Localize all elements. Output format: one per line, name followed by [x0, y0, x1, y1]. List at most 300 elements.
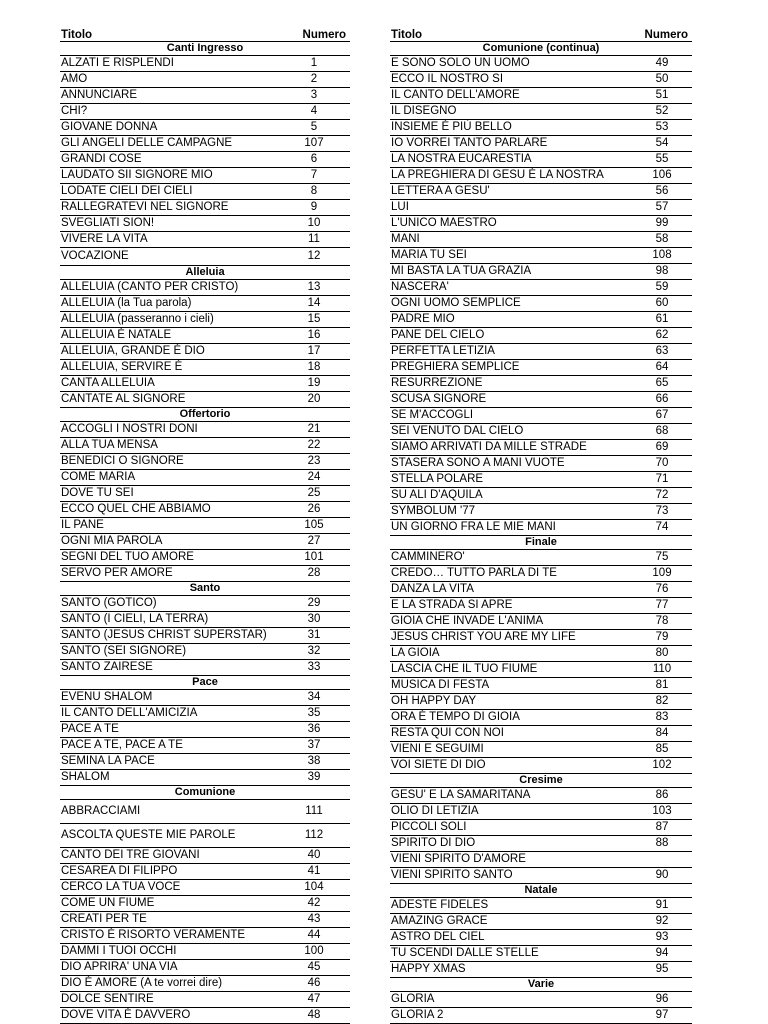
section-header: Pace: [60, 676, 350, 690]
song-title: COME UN FIUME: [61, 897, 155, 909]
table-row: [60, 754, 350, 770]
song-number: 106: [652, 169, 672, 181]
table-row: [390, 344, 692, 360]
song-title: CANTA ALLELUIA: [61, 377, 155, 389]
song-title: SEI VENUTO DAL CIELO: [391, 425, 524, 437]
song-title: ALLELUIA (CANTO PER CRISTO): [61, 281, 239, 293]
table-row: [60, 944, 350, 960]
song-title: LUI: [391, 201, 409, 213]
song-title: OH HAPPY DAY: [391, 695, 477, 707]
song-number: 97: [655, 1009, 669, 1021]
song-title: SEMINA LA PACE: [61, 755, 155, 767]
song-title: DAMMI I TUOI OCCHI: [61, 945, 177, 957]
song-title: HAPPY XMAS: [391, 963, 466, 975]
table-row: [390, 200, 692, 216]
song-number: 112: [304, 829, 324, 841]
song-title: LA PREGHIERA DI GESU È LA NOSTRA: [391, 169, 604, 181]
song-number: 77: [655, 599, 669, 611]
song-title: SCUSA SIGNORE: [391, 393, 487, 405]
song-title: CAMMINERO': [391, 551, 465, 563]
table-row: [390, 962, 692, 978]
table-row: [60, 328, 350, 344]
section-header: Alleluia: [60, 266, 350, 280]
table-row: [390, 328, 692, 344]
song-number: 103: [652, 805, 672, 817]
song-title: DOVE TU SEI: [61, 487, 134, 499]
table-row: [390, 550, 692, 566]
song-title: STELLA POLARE: [391, 473, 484, 485]
song-title: MI BASTA LA TUA GRAZIA: [391, 265, 532, 277]
song-title: E LA STRADA SI APRE: [391, 599, 513, 611]
song-number: 87: [655, 821, 669, 833]
table-row: [60, 296, 350, 312]
song-number: 28: [307, 567, 321, 579]
song-title: VIENI SPIRITO D'AMORE: [391, 853, 526, 865]
song-title: AMAZING GRACE: [391, 915, 488, 927]
song-title: VIENI SPIRITO SANTO: [391, 869, 513, 881]
song-title: PREGHIERA SEMPLICE: [391, 361, 520, 373]
table-row: [60, 376, 350, 392]
left-column: [60, 25, 350, 1024]
song-title: LETTERA A GESU': [391, 185, 490, 197]
song-title: SHALOM: [61, 771, 110, 783]
song-title: CANTATE AL SIGNORE: [61, 393, 186, 405]
song-title: MUSICA DI FESTA: [391, 679, 490, 691]
song-number: 73: [655, 505, 669, 517]
song-number: 80: [655, 647, 669, 659]
song-number: 70: [655, 457, 669, 469]
table-row: [390, 408, 692, 424]
table-row: [60, 1008, 350, 1024]
song-number: 47: [307, 993, 321, 1005]
song-title: VIENI E SEGUIMI: [391, 743, 484, 755]
song-number: 26: [307, 503, 321, 515]
song-title: VIVERE LA VITA: [61, 233, 148, 245]
table-row: [60, 644, 350, 660]
song-number: 64: [655, 361, 669, 373]
table-row: [390, 184, 692, 200]
song-number: 62: [655, 329, 669, 341]
song-title: ORA È TEMPO DI GIOIA: [391, 711, 520, 723]
song-number: 14: [307, 297, 321, 309]
table-row: [60, 864, 350, 880]
song-number: 83: [655, 711, 669, 723]
song-title: CESAREA DI FILIPPO: [61, 865, 178, 877]
table-row: [390, 312, 692, 328]
song-number: 56: [655, 185, 669, 197]
song-number: 109: [652, 567, 672, 579]
song-title: EVENU SHALOM: [61, 691, 153, 703]
table-row: [60, 550, 350, 566]
table-row: [390, 216, 692, 232]
song-number: 90: [655, 869, 669, 881]
table-row: [60, 120, 350, 136]
table-row: [60, 168, 350, 184]
song-title: CANTO DEI TRE GIOVANI: [61, 849, 200, 861]
song-number: 88: [655, 837, 669, 849]
table-row: [390, 296, 692, 312]
table-row: [390, 440, 692, 456]
table-row: [60, 56, 350, 72]
song-number: 60: [655, 297, 669, 309]
song-title: NASCERA': [391, 281, 449, 293]
number-header: Numero: [644, 29, 688, 41]
song-number: 102: [652, 759, 672, 771]
song-title: DIO È AMORE (A te vorrei dire): [61, 977, 223, 989]
song-number: 41: [307, 865, 321, 877]
table-header: [60, 25, 350, 42]
song-number: 9: [310, 201, 318, 213]
song-number: 95: [655, 963, 669, 975]
table-row: [390, 472, 692, 488]
song-title: SANTO (I CIELI, LA TERRA): [61, 613, 209, 625]
table-row: [390, 264, 692, 280]
song-number: 10: [307, 217, 321, 229]
song-title: RESURREZIONE: [391, 377, 483, 389]
song-title: PADRE MIO: [391, 313, 455, 325]
table-row: [390, 614, 692, 630]
section-header: Comunione (continua): [390, 42, 692, 56]
song-title: PACE A TE: [61, 723, 119, 735]
section-header: Canti Ingresso: [60, 42, 350, 56]
song-title: CRISTO È RISORTO VERAMENTE: [61, 929, 246, 941]
song-number: 85: [655, 743, 669, 755]
song-number: 67: [655, 409, 669, 421]
table-row: [60, 566, 350, 582]
song-number: 46: [307, 977, 321, 989]
song-title: GIOIA CHE INVADE L'ANIMA: [391, 615, 544, 627]
song-number: 30: [307, 613, 321, 625]
section-header: Natale: [390, 884, 692, 898]
table-header: [390, 25, 692, 42]
table-row: [390, 930, 692, 946]
song-number: 27: [307, 535, 321, 547]
song-number: 74: [655, 521, 669, 533]
table-row: [60, 690, 350, 706]
section-header: Varie: [390, 978, 692, 992]
song-number: 101: [304, 551, 324, 563]
song-title: OLIO DI LETIZIA: [391, 805, 479, 817]
table-row: [390, 376, 692, 392]
song-title: E SONO SOLO UN UOMO: [391, 57, 530, 69]
song-number: 7: [310, 169, 318, 181]
song-number: 99: [655, 217, 669, 229]
song-title: DOVE VITA È DAVVERO: [61, 1009, 191, 1021]
song-number: 32: [307, 645, 321, 657]
song-title: ACCOGLI I NOSTRI DONI: [61, 423, 198, 435]
number-header: Numero: [302, 29, 346, 41]
song-title: INSIEME È PIÙ BELLO: [391, 121, 512, 133]
song-title: SU ALI D'AQUILA: [391, 489, 483, 501]
table-row: [390, 136, 692, 152]
song-title: COME MARIA: [61, 471, 136, 483]
song-title: BENEDICI O SIGNORE: [61, 455, 184, 467]
song-number: 68: [655, 425, 669, 437]
song-title: STASERA SONO A MANI VUOTE: [391, 457, 565, 469]
song-number: 104: [304, 881, 324, 893]
song-title: PANE DEL CIELO: [391, 329, 485, 341]
table-row: [390, 788, 692, 804]
section-header: Offertorio: [60, 408, 350, 422]
table-row: [60, 422, 350, 438]
song-title: LA NOSTRA EUCARESTIA: [391, 153, 532, 165]
song-title: GIOVANE DONNA: [61, 121, 158, 133]
song-title: ABBRACCIAMI: [61, 805, 141, 817]
song-number: 96: [655, 993, 669, 1005]
table-row: [60, 770, 350, 786]
song-number: 45: [307, 961, 321, 973]
song-number: 105: [304, 519, 324, 531]
song-number: 19: [307, 377, 321, 389]
table-row: [60, 216, 350, 232]
song-number: 65: [655, 377, 669, 389]
song-title: TU SCENDI DALLE STELLE: [391, 947, 539, 959]
table-row: [390, 598, 692, 614]
table-row: [60, 486, 350, 502]
song-title: SANTO (SEI SIGNORE): [61, 645, 187, 657]
song-number: 71: [655, 473, 669, 485]
table-row: [390, 1008, 692, 1024]
song-number: 17: [307, 345, 321, 357]
song-number: 34: [307, 691, 321, 703]
song-title: SVEGLIATI SION!: [61, 217, 155, 229]
table-row: [390, 726, 692, 742]
table-row: [390, 104, 692, 120]
table-row: [390, 992, 692, 1008]
song-title: SANTO (JESUS CHRIST SUPERSTAR): [61, 629, 267, 641]
song-number: 20: [307, 393, 321, 405]
song-number: 1: [310, 57, 318, 69]
table-row: [60, 848, 350, 864]
song-number: 4: [310, 105, 318, 117]
song-title: SANTO (GOTICO): [61, 597, 157, 609]
table-row: [60, 184, 350, 200]
table-row: [390, 504, 692, 520]
song-number: 53: [655, 121, 669, 133]
song-number: 79: [655, 631, 669, 643]
song-title: JESUS CHRIST YOU ARE MY LIFE: [391, 631, 576, 643]
song-number: 36: [307, 723, 321, 735]
song-number: 49: [655, 57, 669, 69]
song-title: DANZA LA VITA: [391, 583, 474, 595]
table-row: [390, 710, 692, 726]
song-number: 58: [655, 233, 669, 245]
song-title: ALLELUIA, SERVIRE È: [61, 361, 183, 373]
table-row: [60, 800, 350, 824]
song-number: 72: [655, 489, 669, 501]
song-number: 11: [308, 233, 320, 245]
table-row: [390, 488, 692, 504]
title-header: Titolo: [61, 29, 93, 41]
table-row: [390, 248, 692, 264]
song-number: 51: [655, 89, 669, 101]
table-row: [390, 662, 692, 678]
table-row: [60, 104, 350, 120]
table-row: [60, 612, 350, 628]
table-row: [60, 136, 350, 152]
song-title: SPIRITO DI DIO: [391, 837, 476, 849]
table-row: [390, 456, 692, 472]
song-number: 108: [652, 249, 672, 261]
table-row: [390, 646, 692, 662]
song-number: 100: [304, 945, 324, 957]
song-number: 2: [310, 73, 318, 85]
song-title: VOI SIETE DI DIO: [391, 759, 486, 771]
table-row: [390, 280, 692, 296]
song-title: ALLELUIA (la Tua parola): [61, 297, 192, 309]
song-title: ALLELUIA, GRANDE È DIO: [61, 345, 205, 357]
right-column: [390, 25, 692, 1024]
song-title: SE M'ACCOGLI: [391, 409, 474, 421]
table-row: [60, 912, 350, 928]
table-row: [60, 248, 350, 266]
song-title: MARIA TU SEI: [391, 249, 467, 261]
song-number: 12: [307, 250, 321, 262]
song-number: 110: [652, 663, 672, 675]
song-number: 23: [307, 455, 321, 467]
table-row: [60, 344, 350, 360]
table-row: [60, 534, 350, 550]
table-row: [390, 152, 692, 168]
table-row: [390, 742, 692, 758]
section-header: Cresime: [390, 774, 692, 788]
table-row: [390, 946, 692, 962]
table-row: [390, 678, 692, 694]
table-row: [60, 518, 350, 534]
song-number: 37: [307, 739, 321, 751]
song-number: 92: [655, 915, 669, 927]
song-title: GESU' E LA SAMARITANA: [391, 789, 531, 801]
song-title: SANTO ZAIRESE: [61, 661, 153, 673]
song-number: 82: [655, 695, 669, 707]
table-row: [390, 120, 692, 136]
table-row: [390, 694, 692, 710]
song-number: 15: [307, 313, 321, 325]
table-row: [60, 976, 350, 992]
song-title: GLI ANGELI DELLE CAMPAGNE: [61, 137, 233, 149]
table-row: [390, 168, 692, 184]
table-row: [390, 820, 692, 836]
table-row: [390, 360, 692, 376]
song-number: 55: [655, 153, 669, 165]
song-title: RESTA QUI CON NOI: [391, 727, 504, 739]
song-number: 33: [307, 661, 321, 673]
song-number: 54: [655, 137, 669, 149]
song-title: OGNI MIA PAROLA: [61, 535, 163, 547]
song-title: PERFETTA LETIZIA: [391, 345, 495, 357]
table-row: [60, 824, 350, 848]
song-number: 40: [307, 849, 321, 861]
table-row: [60, 706, 350, 722]
song-number: 91: [655, 899, 669, 911]
table-row: [390, 566, 692, 582]
table-row: [60, 502, 350, 518]
table-row: [60, 360, 350, 376]
song-number: 50: [655, 73, 669, 85]
song-number: 98: [655, 265, 669, 277]
song-title: RALLEGRATEVI NEL SIGNORE: [61, 201, 229, 213]
song-title: ECCO QUEL CHE ABBIAMO: [61, 503, 211, 515]
song-title: OGNI UOMO SEMPLICE: [391, 297, 521, 309]
table-row: [60, 738, 350, 754]
table-row: [390, 392, 692, 408]
song-title: SEGNI DEL TUO AMORE: [61, 551, 194, 563]
song-title: DIO APRIRA' UNA VIA: [61, 961, 178, 973]
song-number: 39: [307, 771, 321, 783]
table-row: [60, 960, 350, 976]
table-row: [60, 454, 350, 470]
song-title: CHI?: [61, 105, 88, 117]
section-header: Santo: [60, 582, 350, 596]
song-title: LAUDATO SII SIGNORE MIO: [61, 169, 213, 181]
table-row: [60, 232, 350, 248]
song-title: LA GIOIA: [391, 647, 440, 659]
song-title: LODATE CIELI DEI CIELI: [61, 185, 193, 197]
song-number: 38: [307, 755, 321, 767]
table-row: [60, 312, 350, 328]
song-number: 35: [307, 707, 321, 719]
song-title: ALLA TUA MENSA: [61, 439, 158, 451]
song-number: 24: [307, 471, 321, 483]
song-number: 93: [655, 931, 669, 943]
table-row: [390, 424, 692, 440]
song-number: 59: [655, 281, 669, 293]
title-header: Titolo: [391, 29, 423, 41]
song-number: 107: [304, 137, 324, 149]
song-title: SYMBOLUM '77: [391, 505, 475, 517]
song-title: ECCO IL NOSTRO SI: [391, 73, 504, 85]
song-title: ALZATI E RISPLENDI: [61, 57, 174, 69]
song-title: IL CANTO DELL'AMICIZIA: [61, 707, 198, 719]
table-row: [60, 200, 350, 216]
table-row: [390, 56, 692, 72]
section-header: Finale: [390, 536, 692, 550]
table-row: [60, 280, 350, 296]
song-title: IO VORREI TANTO PARLARE: [391, 137, 548, 149]
song-title: IL PANE: [61, 519, 104, 531]
song-title: VOCAZIONE: [61, 250, 129, 262]
song-title: SERVO PER AMORE: [61, 567, 173, 579]
song-title: GLORIA: [391, 993, 435, 1005]
song-title: IL DISEGNO: [391, 105, 457, 117]
song-number: 75: [655, 551, 669, 563]
table-row: [60, 152, 350, 168]
song-title: CREATI PER TE: [61, 913, 147, 925]
table-row: [390, 520, 692, 536]
song-number: 94: [655, 947, 669, 959]
table-row: [60, 392, 350, 408]
song-number: 6: [310, 153, 318, 165]
song-number: 81: [655, 679, 669, 691]
song-title: PICCOLI SOLI: [391, 821, 467, 833]
table-row: [390, 914, 692, 930]
song-number: 52: [655, 105, 669, 117]
table-row: [390, 804, 692, 820]
song-title: L'UNICO MAESTRO: [391, 217, 497, 229]
song-number: 42: [307, 897, 321, 909]
song-number: 13: [307, 281, 321, 293]
song-number: 76: [655, 583, 669, 595]
table-row: [60, 628, 350, 644]
table-row: [390, 72, 692, 88]
song-title: ASCOLTA QUESTE MIE PAROLE: [61, 829, 236, 841]
song-number: 84: [655, 727, 669, 739]
song-number: 44: [307, 929, 321, 941]
song-number: [632, 852, 692, 867]
song-number: 61: [655, 313, 669, 325]
table-row: [60, 88, 350, 104]
song-number: 31: [307, 629, 321, 641]
